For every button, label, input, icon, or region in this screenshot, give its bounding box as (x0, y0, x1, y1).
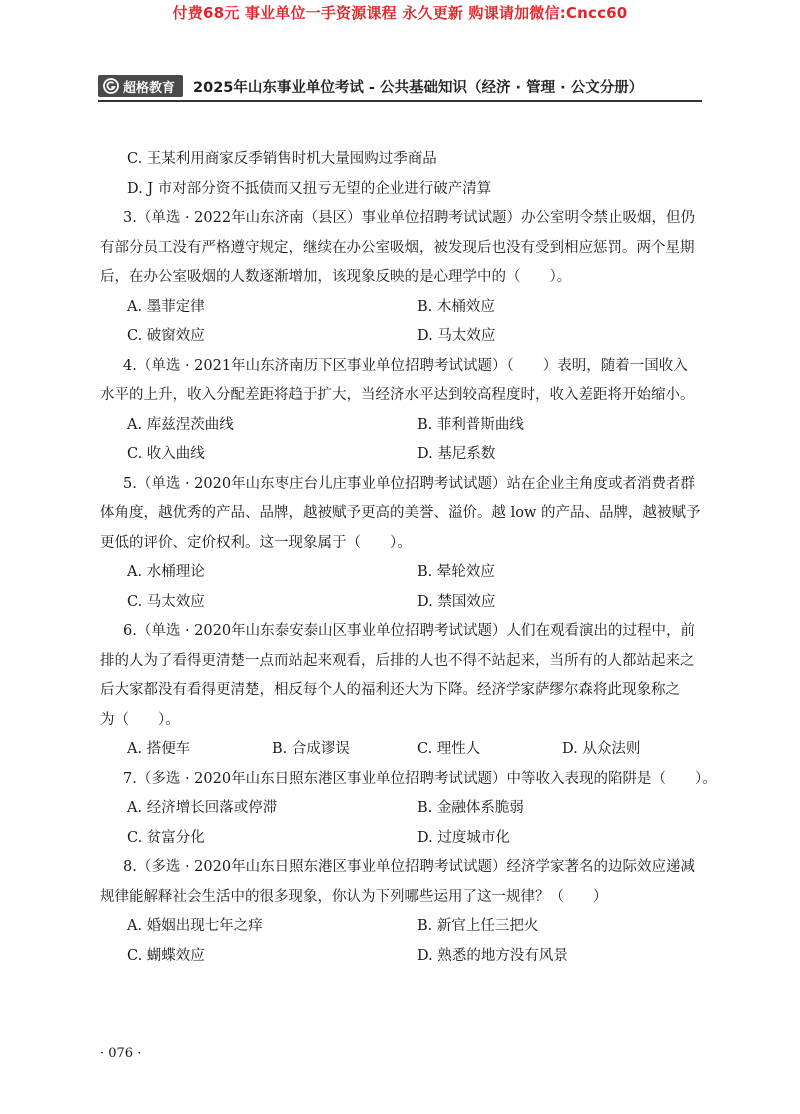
question-block (100, 352, 707, 470)
header-title: 2025年山东事业单位考试 - 公共基础知识（经济 · 管理 · 公文分册） (193, 79, 644, 96)
options-row (127, 411, 707, 441)
option-b: B. 菲利普斯曲线 (417, 416, 524, 433)
options-row (127, 942, 707, 972)
logo-text: 超格教育 (123, 80, 176, 96)
question-stem (100, 853, 707, 912)
brand-logo (98, 75, 183, 97)
option-d: D. 基尼系数 (417, 446, 496, 462)
question-line: 5.（单选 · 2020年山东枣庄台儿庄事业单位招聘考试试题）站在企业主角度或者消费者群 (123, 475, 696, 492)
question-line: 6.（单选 · 2020年山东泰安泰山区事业单位招聘考试试题）人们在观看演出的过程中，前 (123, 623, 696, 639)
promo-banner: 付费68元 事业单位一手资源课程 永久更新 购课请加微信:Cncc60 (172, 4, 628, 22)
question-stem (100, 470, 707, 559)
question-line: 排的人为了看得更清楚一点而站起来观看，后排的人也不得不站起来，当所有的人都站起来之 (100, 652, 695, 669)
logo-mark-icon (103, 78, 119, 94)
question-line: 7.（多选 · 2020年山东日照东港区事业单位招聘考试试题）中等收入表现的陷阱是（ ）。 (123, 770, 717, 787)
options-row (127, 440, 707, 470)
carry-over-option: C. 王某利用商家反季销售时机大量囤购过季商品 (127, 151, 437, 167)
option-a: A. 墨菲定律 (127, 298, 205, 315)
option-d: D. 马太效应 (417, 328, 496, 344)
question-line: 更低的评价、定价权利。这一现象属于（ ）。 (100, 534, 412, 551)
question-block (100, 853, 707, 971)
option-b: B. 新官上任三把火 (417, 918, 539, 934)
option-a: A. 婚姻出现七年之痒 (127, 918, 263, 934)
page-number: · 076 · (100, 1046, 142, 1061)
option-c: C. 理性人 (417, 741, 481, 757)
question-line: 4.（单选 · 2021年山东济南历下区事业单位招聘考试试题）（ ）表明，随着一国收入 (123, 357, 688, 374)
options-row (127, 794, 707, 824)
question-line: 后，在办公室吸烟的人数逐渐增加，该现象反映的是心理学中的（ ）。 (100, 269, 572, 285)
options-row (127, 558, 707, 588)
question-content (100, 145, 717, 971)
option-c: C. 贫富分化 (127, 829, 205, 846)
question-line: 后大家都没有看得更清楚，相反每个人的福利还大为下降。经济学家萨缪尔森将此现象称之 (100, 682, 680, 698)
options-row (127, 322, 707, 352)
question-line: 有部分员工没有严格遵守规定，继续在办公室吸烟，被发现后也没有受到相应惩罚。两个星期 (100, 239, 695, 256)
option-b: B. 金融体系脆弱 (417, 800, 524, 816)
question-stem (123, 765, 717, 795)
question-stem (100, 617, 707, 735)
question-line: 体角度，越优秀的产品、品牌，越被赋予更高的美誉、溢价。越 low 的产品、品牌，越被赋予 (100, 505, 701, 521)
question-line: 3.（单选 · 2022年山东济南（县区）事业单位招聘考试试题）办公室明令禁止吸烟，但仍 (123, 210, 696, 226)
question-block (123, 765, 717, 854)
options-row (127, 735, 707, 765)
option-d: D. 从众法则 (562, 741, 641, 757)
question-line: 规律能解释社会生活中的很多现象，你认为下列哪些运用了这一规律？（ ） (100, 888, 608, 905)
options-row (127, 912, 707, 942)
carry-over-option: D. J 市对部分资不抵债而又扭亏无望的企业进行破产清算 (127, 180, 492, 197)
question-stem (100, 352, 707, 411)
option-a: A. 库兹涅茨曲线 (127, 416, 234, 433)
option-c: C. 马太效应 (127, 593, 205, 610)
option-b: B. 合成谬误 (272, 741, 350, 757)
option-a: A. 水桶理论 (127, 564, 205, 580)
option-d: D. 禁国效应 (417, 593, 496, 610)
question-block (100, 470, 707, 618)
question-line: 水平的上升，收入分配差距将趋于扩大，当经济水平达到较高程度时，收入差距将开始缩小。 (100, 387, 695, 403)
option-c: C. 收入曲线 (127, 446, 205, 462)
options-row (127, 588, 707, 618)
option-c: C. 蝴蝶效应 (127, 947, 205, 964)
question-line: 为（ ）。 (100, 711, 180, 728)
option-b: B. 木桶效应 (417, 298, 495, 315)
options-row (127, 824, 707, 854)
option-d: D. 过度城市化 (417, 829, 510, 846)
question-stem (100, 204, 707, 293)
page-header (98, 74, 702, 102)
question-block (100, 617, 707, 765)
option-b: B. 晕轮效应 (417, 564, 495, 580)
option-a: A. 经济增长回落或停滞 (127, 800, 278, 816)
options-row (127, 293, 707, 323)
question-line: 8.（多选 · 2020年山东日照东港区事业单位招聘考试试题）经济学家著名的边际效应递减 (123, 859, 696, 875)
question-block (100, 204, 707, 352)
option-a: A. 搭便车 (127, 741, 191, 757)
option-c: C. 破窗效应 (127, 328, 205, 344)
option-d: D. 熟悉的地方没有风景 (417, 947, 568, 964)
